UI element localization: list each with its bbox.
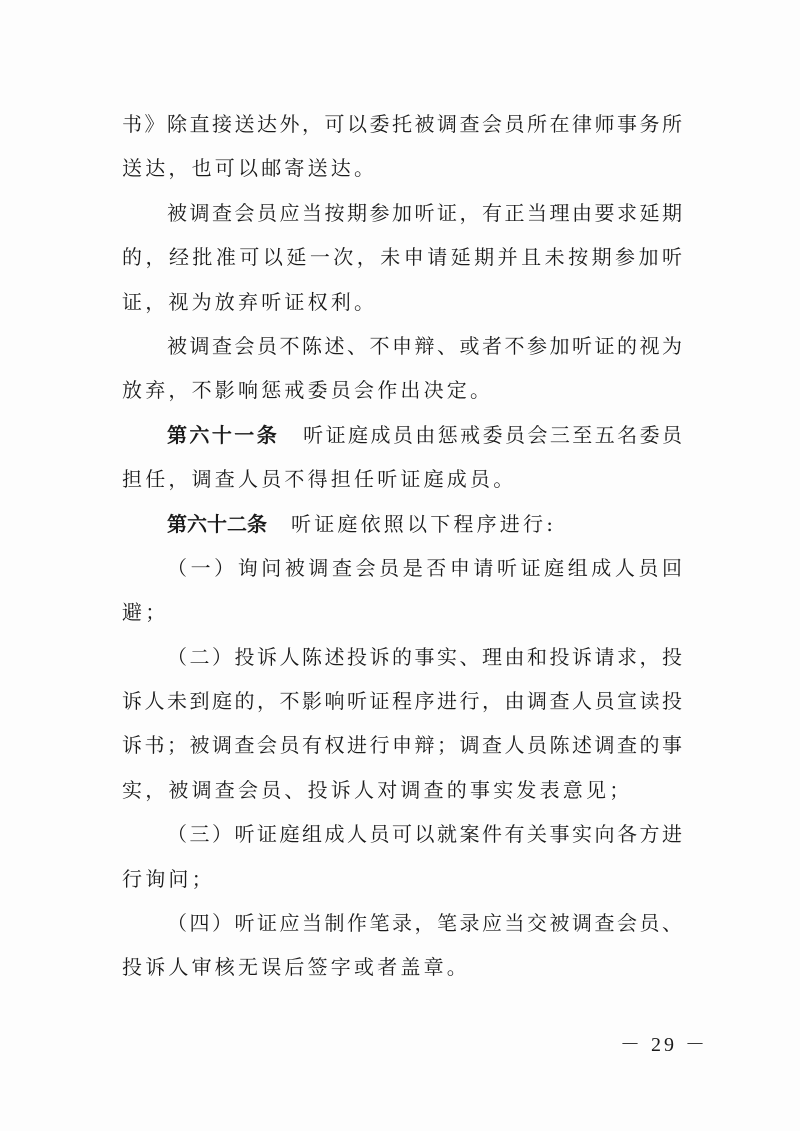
text-line: 担任，调查人员不得担任听证庭成员。 [122, 467, 517, 492]
text-line: 行询问； [122, 866, 215, 891]
article-61-heading: 第六十一条 [167, 422, 280, 447]
paragraph-first-line: 被调查会员应当按期参加听证，有正当理由要求延期 [167, 200, 682, 225]
list-item-2-line: （二）投诉人陈述投诉的事实、理由和投诉请求，投 [167, 644, 682, 669]
text-line: 诉书；被调查会员有权进行申辩；调查人员陈述调查的事 [122, 733, 682, 758]
text-line: 实，被调查会员、投诉人对调查的事实发表意见； [122, 777, 633, 802]
article-62-line [122, 502, 682, 546]
page-number: － 29 － [620, 1034, 708, 1056]
list-item-1-line: （一）询问被调查会员是否申请听证庭组成人员回 [167, 555, 682, 580]
text-line: 放弃，不影响惩戒委员会作出决定。 [122, 378, 494, 403]
document-body [122, 102, 682, 990]
article-62-text: 听证庭依照以下程序进行: [291, 511, 557, 536]
text-line: 投诉人审核无误后签字或者盖章。 [122, 955, 470, 980]
article-61-text: 听证庭成员由惩戒委员会三至五名委员 [303, 422, 682, 447]
text-line: 诉人未到庭的，不影响听证程序进行，由调查人员宣读投 [122, 689, 682, 714]
text-line: 书》除直接送达外，可以委托被调查会员所在律师事务所 [122, 112, 682, 136]
article-61-line [122, 413, 682, 457]
article-62-heading: 第六十二条 [167, 511, 267, 536]
paragraph-first-line: 被调查会员不陈述、不申辩、或者不参加听证的视为 [167, 333, 682, 358]
text-line: 送达，也可以邮寄送达。 [122, 156, 378, 181]
list-item-4-line: （四）听证应当制作笔录，笔录应当交被调查会员、 [167, 911, 682, 936]
text-line: 的，经批准可以延一次，未申请延期并且未按期参加听 [122, 245, 682, 270]
list-item-3-line: （三）听证庭组成人员可以就案件有关事实向各方进 [167, 822, 682, 847]
text-line: 证，视为放弃听证权利。 [122, 289, 378, 314]
text-line: 避； [122, 600, 169, 625]
